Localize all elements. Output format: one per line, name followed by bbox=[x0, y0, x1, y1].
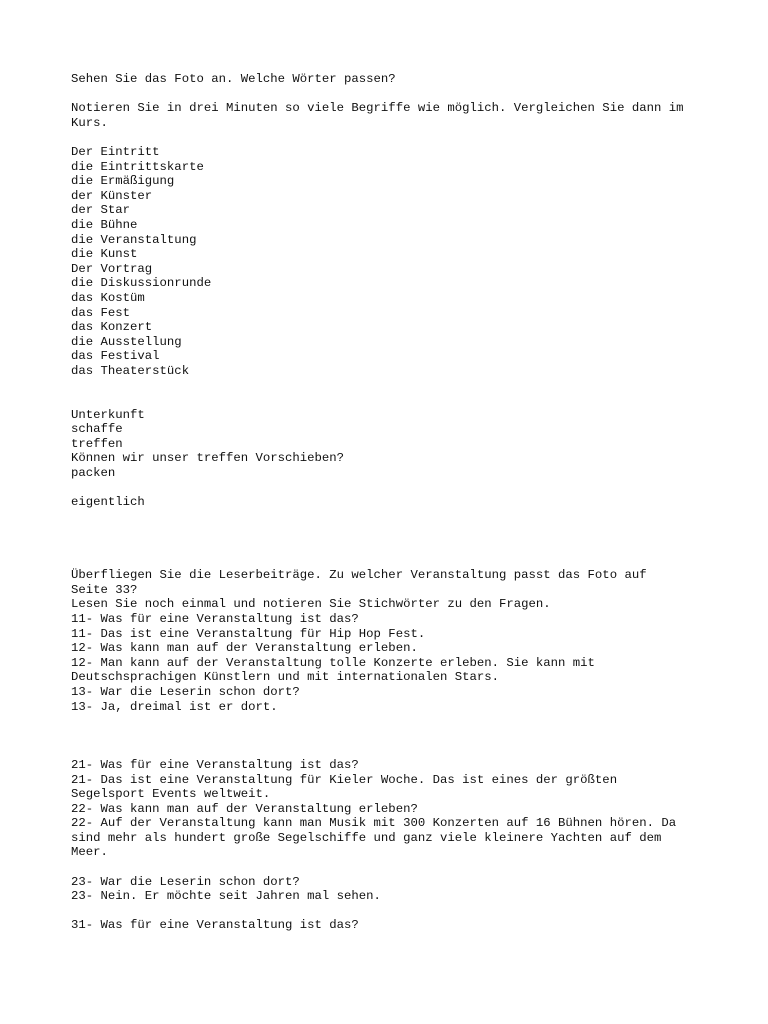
blank-line bbox=[71, 510, 731, 525]
text-line: Überfliegen Sie die Leserbeiträge. Zu welcher Veranstaltung passt das Foto auf bbox=[71, 568, 647, 583]
text-line: das Konzert bbox=[71, 320, 153, 335]
text-line: 12- Was kann man auf der Veranstaltung erleben. bbox=[71, 641, 418, 656]
text-line: 12- Man kann auf der Veranstaltung tolle Konzerte erleben. Sie kann mit bbox=[71, 655, 595, 670]
text-line: 31- Was für eine Veranstaltung ist das? bbox=[71, 918, 359, 933]
text-line: Der Vortrag bbox=[71, 261, 153, 276]
blank-line bbox=[71, 860, 731, 875]
blank-line bbox=[71, 539, 731, 554]
text-line: die Bühne bbox=[71, 217, 138, 232]
text-line: treffen bbox=[71, 436, 123, 451]
text-line: 23- War die Leserin schon dort? bbox=[71, 874, 300, 889]
text-line: Der Eintritt bbox=[71, 144, 160, 159]
text-line: die Kunst bbox=[71, 247, 138, 262]
text-line: Kurs. bbox=[71, 115, 108, 130]
text-line: Sehen Sie das Foto an. Welche Wörter passen? bbox=[71, 72, 396, 86]
text-line: Notieren Sie in drei Minuten so viele Begriffe wie möglich. Vergleichen Sie dann im bbox=[71, 101, 684, 116]
text-line: 11- Das ist eine Veranstaltung für Hip Hop Fest. bbox=[71, 626, 426, 641]
text-line: Segelsport Events weltweit. bbox=[71, 787, 271, 802]
text-line: eigentlich bbox=[71, 495, 145, 510]
text-line: 13- War die Leserin schon dort? bbox=[71, 684, 300, 699]
text-line: das Festival bbox=[71, 349, 160, 364]
text-line: die Ermäßigung bbox=[71, 174, 175, 189]
text-line: 21- Was für eine Veranstaltung ist das? bbox=[71, 757, 359, 772]
text-line: 22- Was kann man auf der Veranstaltung erleben? bbox=[71, 801, 418, 816]
text-line: Unterkunft bbox=[71, 407, 145, 422]
text-line: Deutschsprachigen Künstlern und mit internationalen Stars. bbox=[71, 670, 500, 685]
blank-line bbox=[71, 393, 731, 408]
text-line: 22- Auf der Veranstaltung kann man Musik mit 300 Konzerten auf 16 Bühnen hören. Da bbox=[71, 816, 677, 831]
blank-line bbox=[71, 524, 731, 539]
text-line: schaffe bbox=[71, 422, 123, 437]
blank-line bbox=[71, 729, 731, 744]
text-line: packen bbox=[71, 466, 116, 481]
text-line: die Eintrittskarte bbox=[71, 159, 204, 174]
text-line: Können wir unser treffen Vorschieben? bbox=[71, 451, 345, 466]
blank-line bbox=[71, 378, 731, 393]
blank-line bbox=[71, 743, 731, 758]
blank-line bbox=[71, 481, 731, 496]
document-page bbox=[71, 72, 731, 933]
text-line: der Künster bbox=[71, 188, 153, 203]
text-line: die Diskussionrunde bbox=[71, 276, 212, 291]
text-line: der Star bbox=[71, 203, 131, 218]
blank-line bbox=[71, 87, 731, 102]
text-line: Meer. bbox=[71, 845, 108, 860]
blank-line bbox=[71, 130, 731, 145]
blank-line bbox=[71, 714, 731, 729]
text-line: 23- Nein. Er möchte seit Jahren mal sehen. bbox=[71, 889, 381, 904]
text-line: 21- Das ist eine Veranstaltung für Kieler Woche. Das ist eines der größten bbox=[71, 772, 618, 787]
text-line: das Theaterstück bbox=[71, 363, 190, 378]
blank-line bbox=[71, 554, 731, 569]
text-line: sind mehr als hundert große Segelschiffe und ganz viele kleinere Yachten auf dem bbox=[71, 830, 662, 845]
text-line: 13- Ja, dreimal ist er dort. bbox=[71, 699, 278, 714]
blank-line bbox=[71, 904, 731, 919]
text-line: Lesen Sie noch einmal und notieren Sie Stichwörter zu den Fragen. bbox=[71, 597, 551, 612]
text-line: Seite 33? bbox=[71, 582, 138, 597]
text-line: 11- Was für eine Veranstaltung ist das? bbox=[71, 611, 359, 626]
text-line: die Ausstellung bbox=[71, 334, 182, 349]
text-line: die Veranstaltung bbox=[71, 232, 197, 247]
text-line: das Kostüm bbox=[71, 290, 145, 305]
text-line: das Fest bbox=[71, 305, 131, 320]
